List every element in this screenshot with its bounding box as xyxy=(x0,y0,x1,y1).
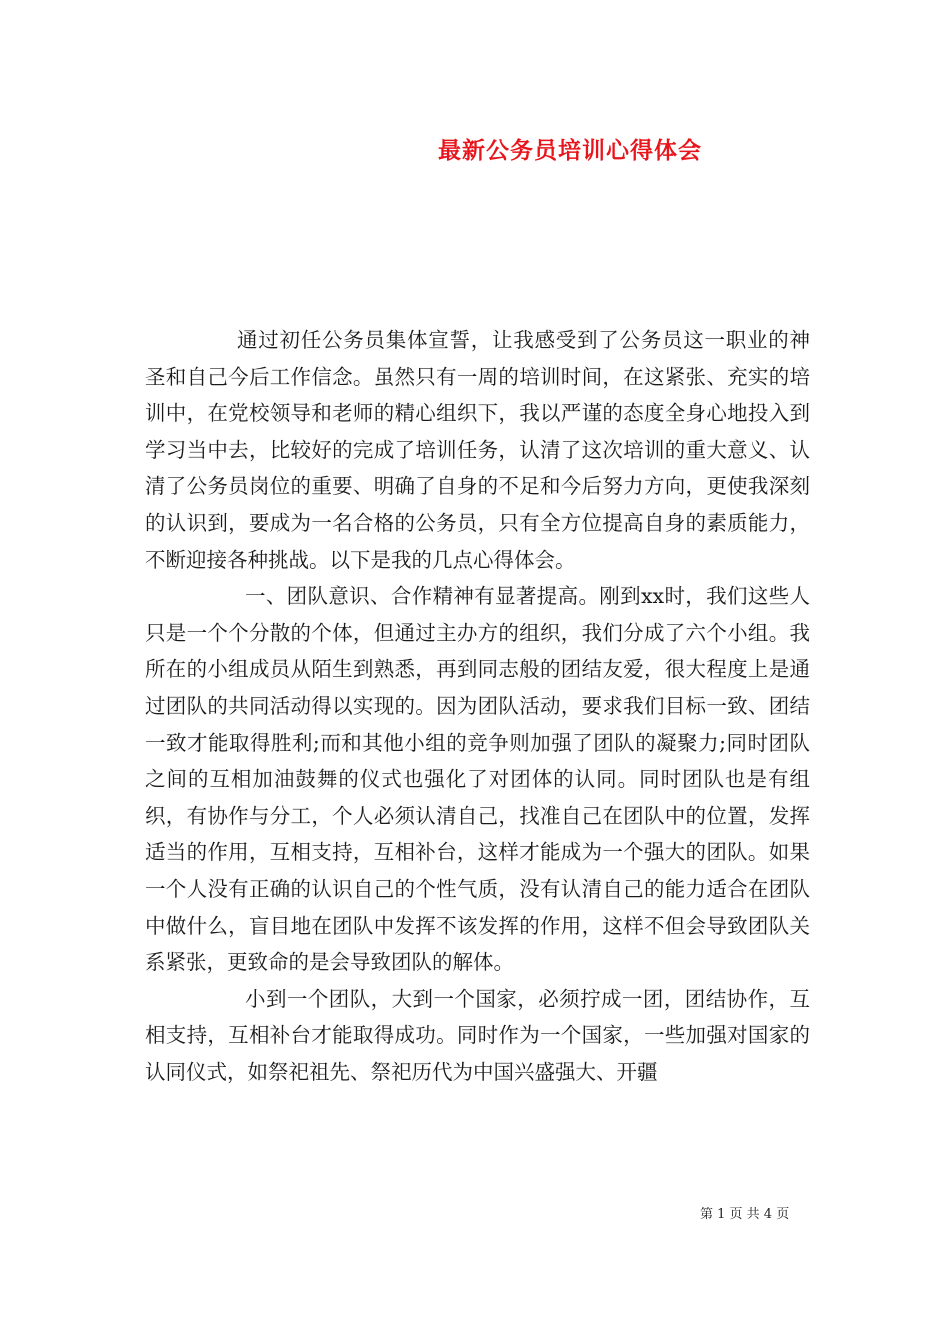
document-title: 最新公务员培训心得体会 xyxy=(438,137,702,164)
document-body xyxy=(145,322,810,1090)
paragraph-nation: 小到一个团队，大到一个国家，必须拧成一团，团结协作，互相支持，互相补台才能取得成功。同时作为一个国家，一些加强对国家的认同仪式，如祭祀祖先、祭祀历代为中国兴盛强大、开疆 xyxy=(145,986,810,1084)
page-number-footer: 第 1 页 共 4 页 xyxy=(700,1207,790,1222)
paragraph-teamwork: 一、团队意识、合作精神有显著提高。刚到xx时，我们这些人只是一个个分散的个体，但通过主办方的组织，我们分成了六个小组。我所在的小组成员从陌生到熟悉，再到同志般的团结友爱，很大程度上是通过团队的共同活动得以实现的。因为团队活动，要求我们目标一致、团结一致才能取得胜利;而和其他小组的竞争则加强了团队的凝聚力;同时团队之间的互相加油鼓舞的仪式也强化了对团体的认同。同时团队也是有组织，有协作与分工，个人必须认清自己，找准自己在团队中的位置，发挥适当的作用，互相支持，互相补台，这样才能成为一个强大的团队。如果一个人没有正确的认识自己的个性气质，没有认清自己的能力适合在团队中做什么，盲目地在团队中发挥不该发挥的作用，这样不但会导致团队关系紧张，更致命的是会导致团队的解体。 xyxy=(145,584,810,975)
paragraph-intro: 通过初任公务员集体宣誓，让我感受到了公务员这一职业的神圣和自己今后工作信念。虽然只有一周的培训时间，在这紧张、充实的培训中，在党校领导和老师的精心组织下，我以严谨的态度全身心地投入到学习当中去，比较好的完成了培训任务，认清了这次培训的重大意义、认清了公务员岗位的重要、明确了自身的不足和今后努力方向，更使我深刻的认识到，要成为一名合格的公务员，只有全方位提高自身的素质能力，不断迎接各种挑战。以下是我的几点心得体会。 xyxy=(145,328,810,572)
